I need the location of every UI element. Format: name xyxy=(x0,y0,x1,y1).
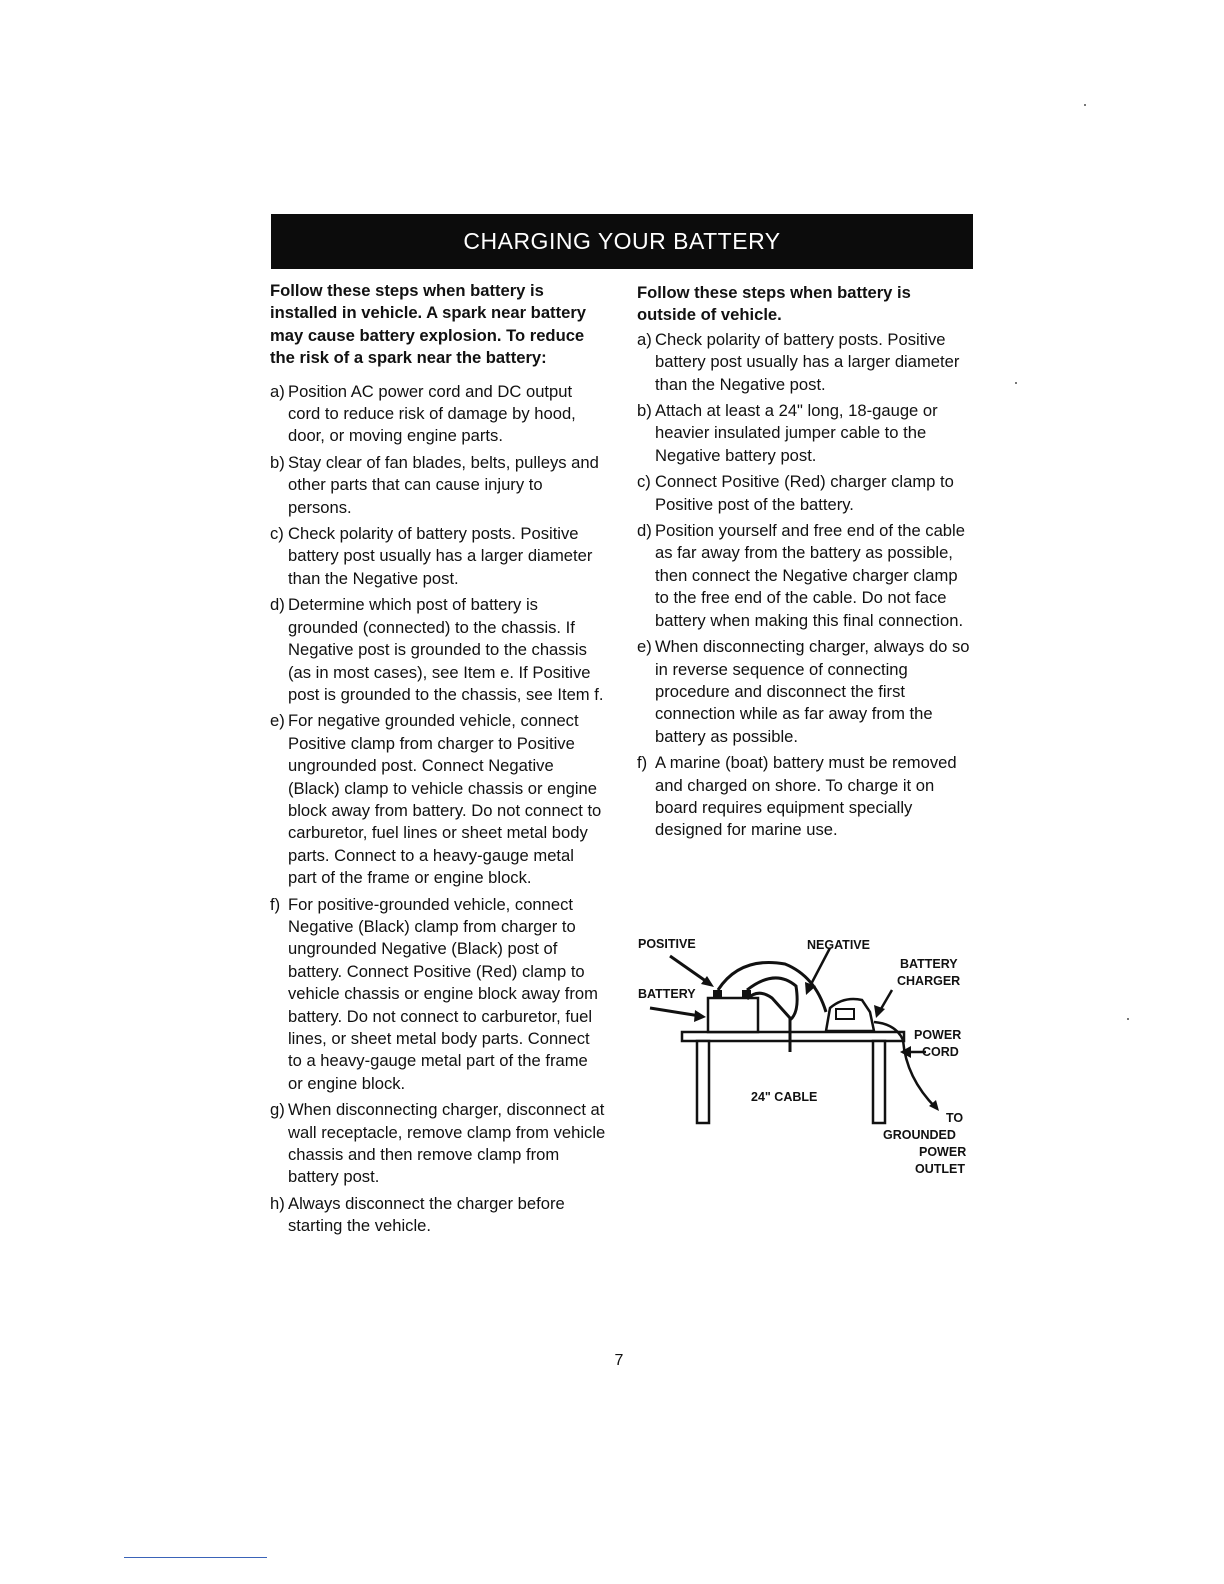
item-marker: g) xyxy=(270,1100,285,1120)
item-text: Attach at least a 24" long, 18-gauge or heavier insulated jumper cable to the Negative battery post. xyxy=(655,401,938,465)
diagram-label-outlet-3: POWER xyxy=(919,1145,967,1159)
list-item xyxy=(637,636,973,748)
diagram-label-positive: POSITIVE xyxy=(638,937,696,951)
diagram-label-outlet-1: TO xyxy=(946,1111,964,1125)
battery-charging-diagram xyxy=(630,928,980,1183)
scan-speck xyxy=(1015,382,1017,384)
list-item xyxy=(270,523,606,590)
diagram-label-charger-2: CHARGER xyxy=(897,974,961,988)
diagram-label-negative: NEGATIVE xyxy=(807,938,870,952)
list-item xyxy=(270,1099,606,1189)
list-item xyxy=(270,894,606,1096)
item-text: For positive-grounded vehicle, connect Negative (Black) clamp from charger to ungrounded Negative (Black) post of battery. Connect Positive (Red) clamp to vehicle chassis or engine block away from battery. Do not connect to carburetor, fuel lines, or sheet metal body parts. Connect to a heavy-gauge metal part of the frame or engine block. xyxy=(288,894,598,1093)
item-text: Check polarity of battery posts. Positive battery post usually has a larger diameter than the Negative post. xyxy=(655,329,960,394)
list-item xyxy=(270,452,606,519)
list-item xyxy=(637,520,973,632)
list-item xyxy=(637,329,973,396)
list-item xyxy=(270,594,606,706)
list-item xyxy=(270,381,606,448)
item-marker: b) xyxy=(637,401,652,421)
item-text: Position yourself and free end of the cable as far away from the battery as possible, then connect the Negative charger clamp to the free end of the cable. Do not face battery when making this final connection. xyxy=(655,521,965,630)
right-column xyxy=(637,282,973,846)
list-item xyxy=(637,471,973,516)
item-text: When disconnecting charger, disconnect at wall receptacle, remove clamp from vehicle chassis and then remove clamp from battery post. xyxy=(288,1100,606,1187)
left-steps-list xyxy=(270,381,606,1238)
charger-meter xyxy=(836,1009,854,1019)
list-item xyxy=(270,710,606,889)
battery-arrowhead xyxy=(694,1010,706,1022)
item-marker: a) xyxy=(270,381,285,401)
item-text: Connect Positive (Red) charger clamp to Positive post of the battery. xyxy=(655,472,954,514)
battery-shape xyxy=(708,998,758,1032)
diagram-label-battery: BATTERY xyxy=(638,987,696,1001)
item-marker: b) xyxy=(270,452,285,472)
section-title-banner xyxy=(271,214,973,269)
item-text: Check polarity of battery posts. Positive battery post usually has a larger diameter than the Negative post. xyxy=(288,524,593,588)
list-item xyxy=(637,400,973,467)
positive-pointer xyxy=(670,956,710,984)
item-marker: e) xyxy=(270,711,285,731)
item-marker: a) xyxy=(637,329,652,349)
diagram-label-outlet-2: GROUNDED xyxy=(883,1128,956,1142)
item-marker: f) xyxy=(637,753,648,773)
table-leg-right xyxy=(873,1041,885,1123)
left-intro: Follow these steps when battery is installed in vehicle. A spark near battery may cause battery explosion. To reduce the risk of a spark near the battery: xyxy=(270,281,587,368)
list-item xyxy=(270,1193,606,1238)
right-steps-list xyxy=(637,329,973,842)
item-text: Always disconnect the charger before starting the vehicle. xyxy=(288,1193,565,1236)
item-text: Position AC power cord and DC output cord to reduce risk of damage by hood, door, or moving engine parts. xyxy=(288,381,576,446)
footer-rule xyxy=(124,1557,267,1558)
item-marker: f) xyxy=(270,894,281,914)
item-text: Determine which post of battery is grounded (connected) to the chassis. If Negative post is grounded to the chassis (as in most cases), see Item e. If Positive post is grounded to the chassis, see Item f. xyxy=(288,595,604,704)
item-text: When disconnecting charger, always do so in reverse sequence of connecting procedure and disconnect the first connection while as far away from the battery as possible. xyxy=(655,637,970,746)
page-number: 7 xyxy=(614,1352,624,1369)
scan-speck xyxy=(1127,1018,1129,1020)
diagram-label-power-1: POWER xyxy=(914,1028,962,1042)
item-marker: c) xyxy=(637,472,651,492)
item-text: A marine (boat) battery must be removed and charged on shore. To charge it on board requires equipment specially designed for marine use. xyxy=(655,753,957,840)
section-title: CHARGING YOUR BATTERY xyxy=(463,228,781,254)
left-column xyxy=(270,280,606,1242)
diagram-label-cable: 24" CABLE xyxy=(751,1090,818,1104)
negative-pointer xyxy=(808,948,830,990)
item-text: For negative grounded vehicle, connect Positive clamp from charger to Positive ungrounded post. Connect Negative (Black) clamp to vehicle chassis or engine block away from battery. Do not connect to carburetor, fuel lines or sheet metal body parts. Connect to a heavy-gauge metal part of the frame or engine block. xyxy=(288,711,602,888)
battery-pointer xyxy=(650,1008,700,1016)
item-marker: d) xyxy=(637,521,652,541)
item-marker: c) xyxy=(270,524,284,544)
diagram-label-charger-1: BATTERY xyxy=(900,957,958,971)
list-item xyxy=(637,752,973,842)
item-marker: e) xyxy=(637,637,652,657)
item-marker: d) xyxy=(270,595,285,615)
battery-post-positive xyxy=(713,990,722,999)
item-text: Stay clear of fan blades, belts, pulleys and other parts that can cause injury to persons. xyxy=(288,452,599,517)
scan-speck xyxy=(1084,104,1086,106)
diagram-label-power-2: CORD xyxy=(922,1045,959,1059)
right-intro: Follow these steps when battery is outside of vehicle. xyxy=(637,283,911,325)
table-top xyxy=(682,1032,904,1041)
table-leg-left xyxy=(697,1041,709,1123)
diagram-label-outlet-4: OUTLET xyxy=(915,1162,965,1176)
item-marker: h) xyxy=(270,1193,285,1213)
